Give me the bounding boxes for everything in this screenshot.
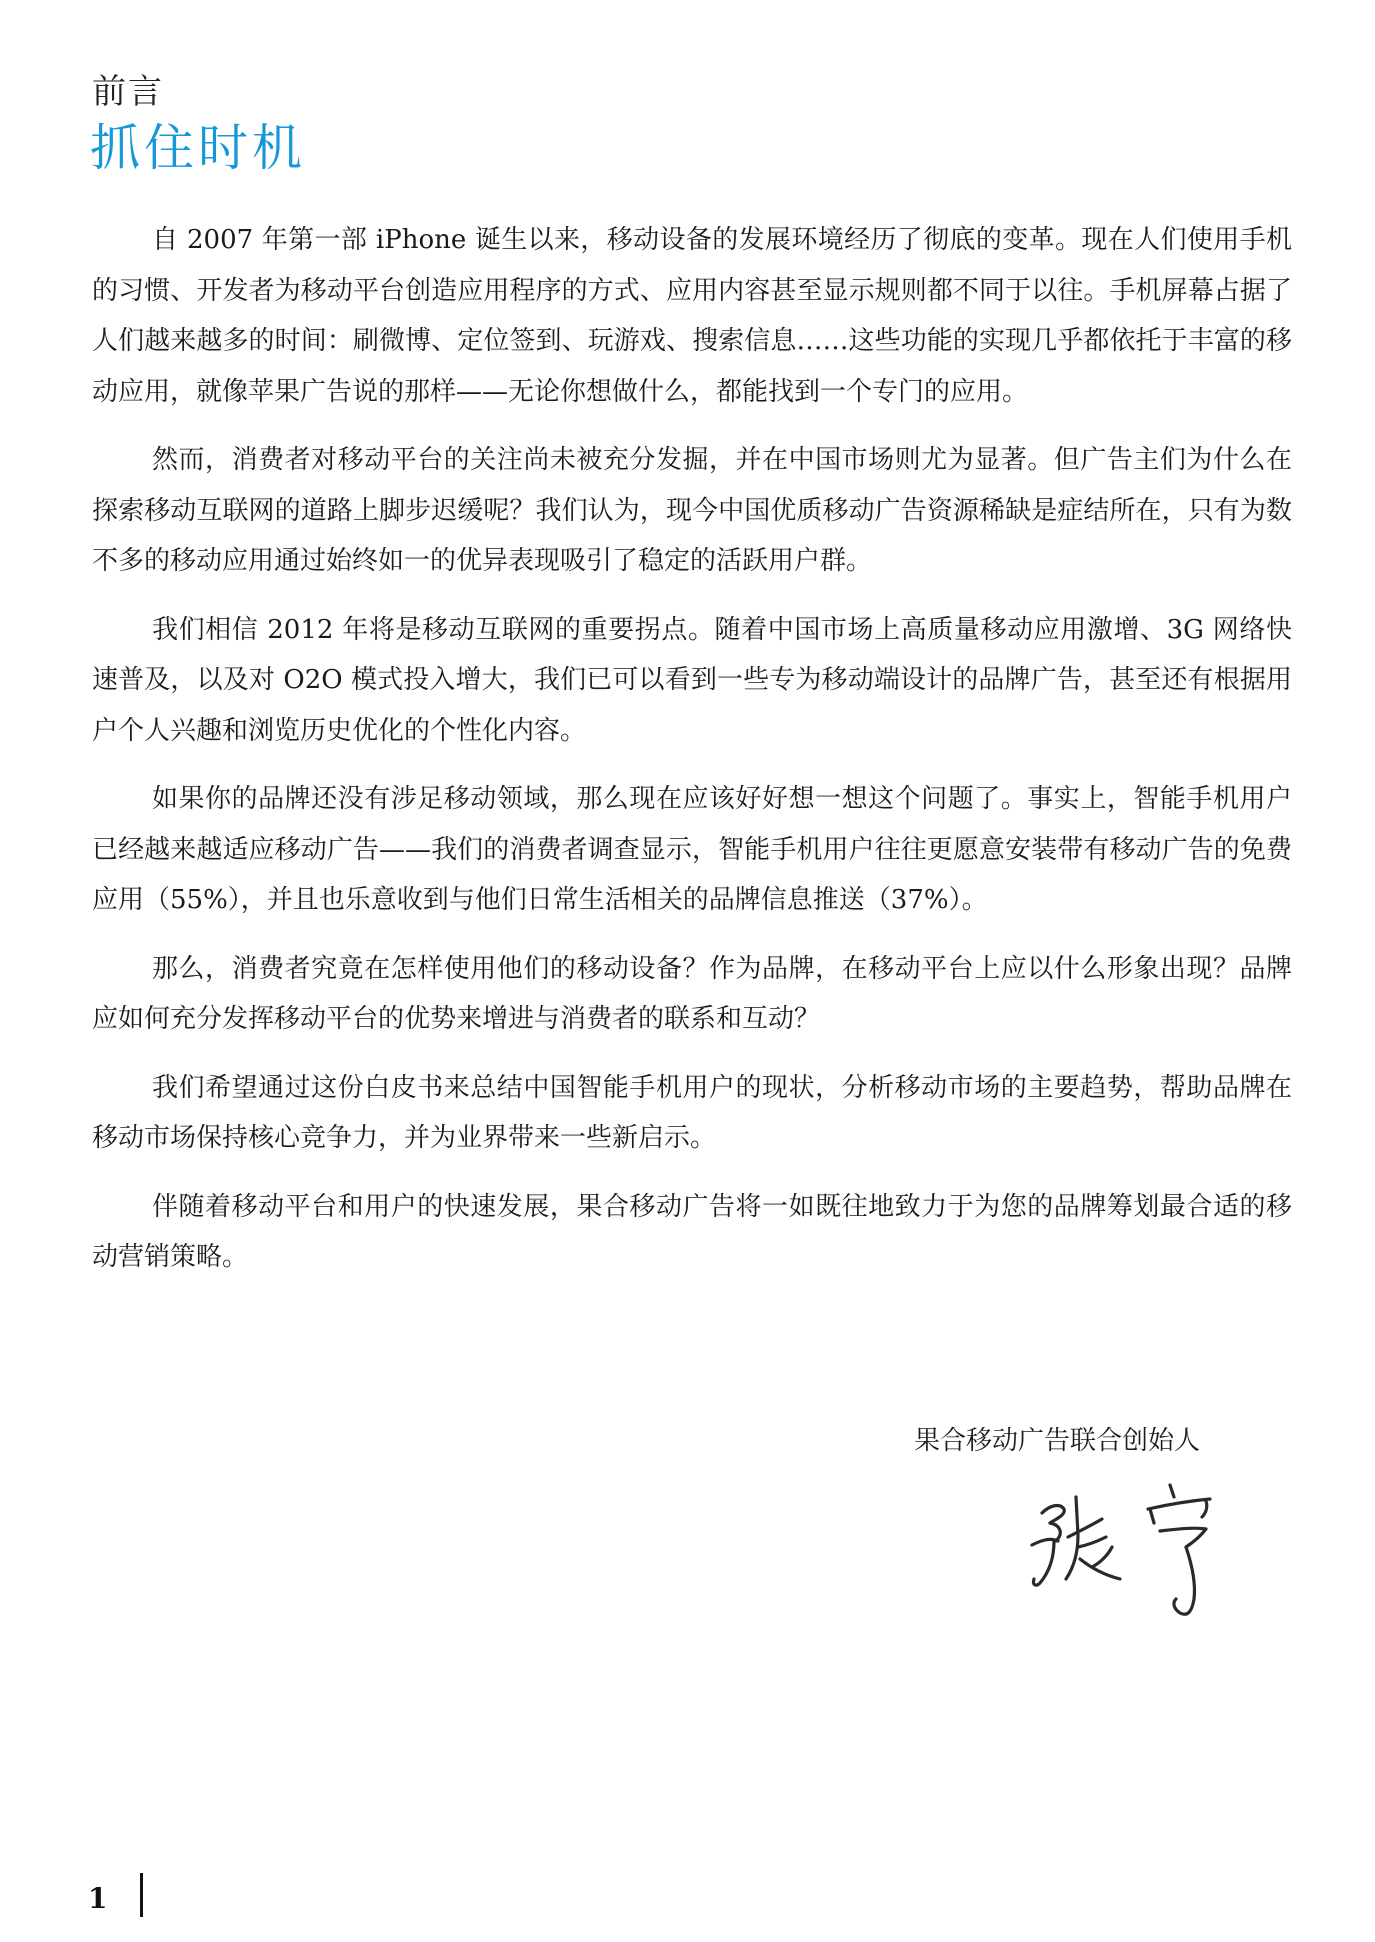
paragraph: 然而，消费者对移动平台的关注尚未被充分发掘，并在中国市场则尤为显著。但广告主们为什么在探索移动互联网的道路上脚步迟缓呢？我们认为，现今中国优质移动广告资源稀缺是症结所在，只有为数不多的移动应用通过始终如一的优异表现吸引了稳定的活跃用户群。 (92, 445, 1292, 576)
paragraph: 那么，消费者究竟在怎样使用他们的移动设备？作为品牌，在移动平台上应以什么形象出现？品牌应如何充分发挥移动平台的优势来增进与消费者的联系和互动？ (92, 953, 1292, 1034)
paragraph: 我们相信 2012 年将是移动互联网的重要拐点。随着中国市场上高质量移动应用激增、3G 网络快速普及，以及对 O2O 模式投入增大，我们已可以看到一些专为移动端设计的品牌广告，甚至还有根据用户个人兴趣和浏览历史优化的个性化内容。 (92, 614, 1292, 746)
section-kicker: 前言 (92, 72, 164, 112)
paragraph: 如果你的品牌还没有涉足移动领域，那么现在应该好好想一想这个问题了。事实上，智能手机用户已经越来越适应移动广告——我们的消费者调查显示，智能手机用户往往更愿意安装带有移动广告的免费应用（55%），并且也乐意收到与他们日常生活相关的品牌信息推送（37%）。 (92, 784, 1292, 915)
page-title: 抓住时机 (90, 119, 306, 177)
paragraph: 自 2007 年第一部 iPhone 诞生以来，移动设备的发展环境经历了彻底的变革。现在人们使用手机的习惯、开发者为移动平台创造应用程序的方式、应用内容甚至显示规则都不同于以往。手机屏幕占据了人们越来越多的时间：刷微博、定位签到、玩游戏、搜索信息……这些功能的实现几乎都依托于丰富的移动应用，就像苹果广告说的那样——无论你想做什么，都能找到一个专门的应用。 (92, 225, 1292, 407)
page-number: 1 (88, 1882, 108, 1915)
handwritten-signature (1020, 1475, 1240, 1625)
signature-title: 果合移动广告联合创始人 (914, 1426, 1201, 1456)
body-text (92, 215, 1292, 1301)
footer-rule (140, 1873, 143, 1917)
paragraph: 我们希望通过这份白皮书来总结中国智能手机用户的现状，分析移动市场的主要趋势，帮助品牌在移动市场保持核心竞争力，并为业界带来一些新启示。 (92, 1072, 1292, 1153)
paragraph: 伴随着移动平台和用户的快速发展，果合移动广告将一如既往地致力于为您的品牌筹划最合适的移动营销策略。 (92, 1191, 1292, 1272)
